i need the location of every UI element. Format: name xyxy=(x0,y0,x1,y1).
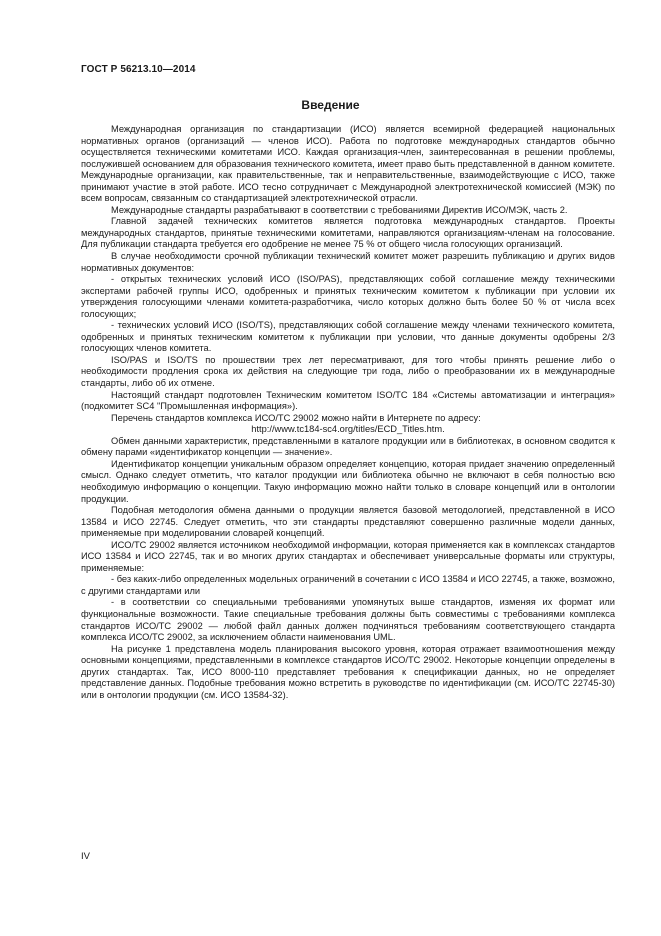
paragraph: Идентификатор концепции уникальным образом определяет концепцию, которая придает значению определенный смысл. Однако следует отметить, что каталог продукции или библиотека обычно не включают в себя полностью всю необходимую информацию о концепции. Такую информацию можно найти только в словаре концепций или в онтологии продукции. xyxy=(81,458,615,504)
paragraph: Перечень стандартов комплекса ИСО/ТС 29002 можно найти в Интернете по адресу: xyxy=(111,412,481,423)
url-link[interactable]: http://www.tc184-sc4.org/titles/ECD_Titles.htm. xyxy=(251,424,445,435)
list-item: - в соответствии со специальными требованиями упомянутых выше стандартов, изменяя их формат или функциональные возможности. Такие специальные требования должны быть совместимы с требованиями комплекса стандартов ИСО/ТС 29002 — любой файл данных должен подчиняться требованиям соответствующего стандарта комплекса ИСО/ТС 29002, за исключением области наименования UML. xyxy=(81,597,615,643)
paragraph: ISO/PAS и ISO/TS по прошествии трех лет пересматривают, для того чтобы принять решение либо о необходимости продления срока их действия на следующие три года, либо о преобразовании их в международные стандарты, либо об их отмене. xyxy=(81,354,615,389)
list-item: - технических условий ИСО (ISO/TS), представляющих собой соглашение между членами технического комитета, одобренных и принятых техническим комитетом к публикации при условии, что данные документы одобрены 2/3 голосующих членов комитета. xyxy=(81,320,615,354)
list-item: - без каких-либо определенных модельных ограничений в сочетании с ИСО 13584 и ИСО 22745, а также, возможно, с другими стандартами или xyxy=(81,574,615,596)
list-item: - открытых технических условий ИСО (ISO/PAS), представляющих собой соглашение между техническими экспертами рабочей группы ИСО, одобренных и принятых техническим комитетом к публикации при условии их утверждения голосующими членами комитета-разработчика, число которых должно быть более 50 % от числа всех голосующих; xyxy=(81,274,615,319)
paragraph: Главной задачей технических комитетов является подготовка международных стандартов. Проекты международных стандартов, принятые техническими комитетами, направляются организациям-членам на голосование. Для публикации стандарта требуется его одобрение не менее 75 % от общего числа голосующих организаций. xyxy=(81,216,615,250)
body-text xyxy=(81,124,615,701)
paragraph: На рисунке 1 представлена модель планирования высокого уровня, которая отражает взаимоотношения между основными концепциями, представленными в комплексе стандартов ИСО/ТС 29002. Некоторые концепции определены в других стандартах. Так, ИСО 8000-110 представляет требования к спецификации данных, но не определяет представление данных. Подобные требования можно встретить в руководстве по идентификации (см. ИСО/ТС 22745-30) или в онтологии продукции (см. ИСО 13584-32). xyxy=(81,643,615,700)
paragraph: Международная организация по стандартизации (ИСО) является всемирной федерацией национальных нормативных органов (организаций — членов ИСО). Работа по подготовке международных стандартов обычно осуществляется техническими комитетами ИСО. Каждая организация-член, заинтересованная в решении проблемы, послужившей основанием для образования технического комитета, имеет право быть представленной в данном комитете. Международные организации, как правительственные, так и неправительственные, взаимодействующие с ИСО, также принимают участие в этой работе. ИСО тесно сотрудничает с Международной электротехнической комиссией (МЭК) по всем вопросам, связанным со стандартизацией электротехнической отрасли. xyxy=(81,124,615,204)
document-header: ГОСТ Р 56213.10—2014 xyxy=(81,64,196,75)
page-number: IV xyxy=(81,851,90,862)
paragraph: Обмен данными характеристик, представленными в каталоге продукции или в библиотеках, в основном сводится к обмену парами «идентификатор концепции — значение». xyxy=(81,435,615,458)
paragraph: Международные стандарты разрабатывают в соответствии с требованиями Директив ИСО/МЭК, часть 2. xyxy=(111,204,568,215)
paragraph: Настоящий стандарт подготовлен Техническим комитетом ISO/TC 184 «Системы автоматизации и интеграция» (подкомитет SC4 "Промышленная информация»). xyxy=(81,389,615,412)
paragraph: ИСО/ТС 29002 является источником необходимой информации, которая применяется как в комплексах стандартов ИСО 13584 и ИСО 22745, так и во многих других стандартах и обеспечивает универсальные форматы или структуры, применяемые: xyxy=(81,539,615,573)
paragraph: Подобная методология обмена данными о продукции является базовой методологией, представленной в ИСО 13584 и ИСО 22745. Следует отметить, что эти стандарты представляют совершенно различные модели данных, применяемые при моделировании словарей концепций. xyxy=(81,505,615,539)
paragraph: В случае необходимости срочной публикации технический комитет может разрешить публикацию и других видов нормативных документов: xyxy=(81,251,615,273)
section-title: Введение xyxy=(301,98,360,112)
